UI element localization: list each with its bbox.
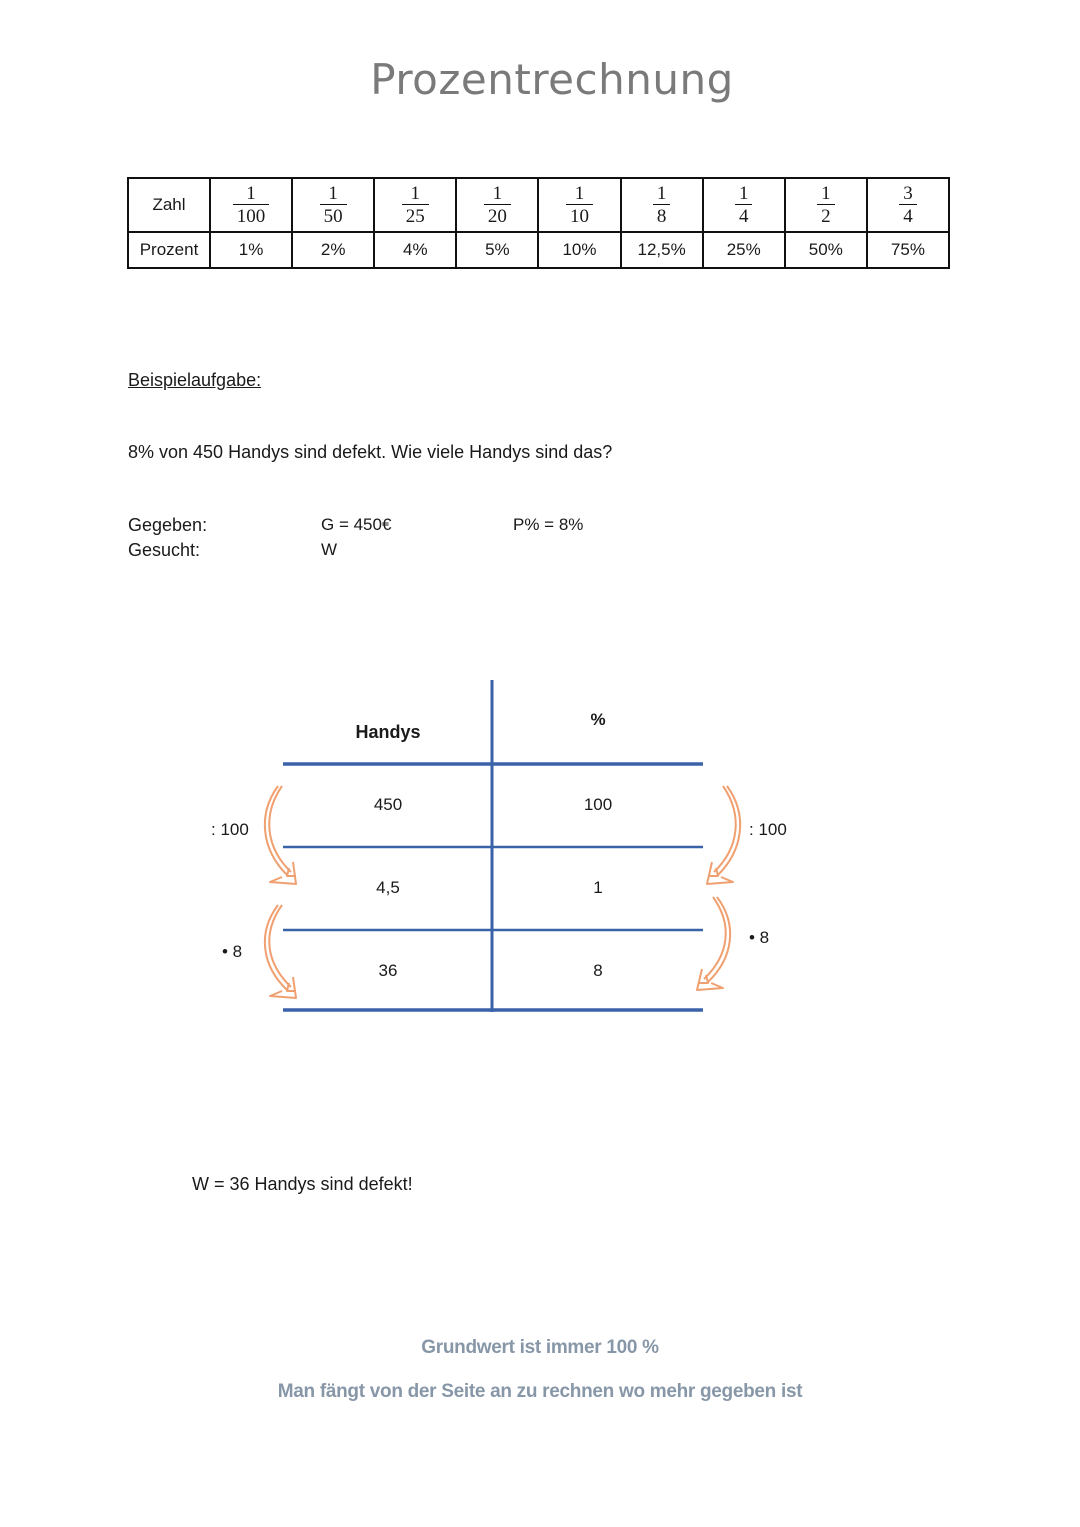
left-operation: • 8 <box>222 942 243 961</box>
left-cell: 4,5 <box>376 878 400 897</box>
percent-cell: 50% <box>785 232 867 268</box>
given-p: P% = 8% <box>513 515 584 534</box>
right-arrow-icon <box>697 897 730 990</box>
fraction-cell: $\frac{1}{50}$ <box>292 178 374 232</box>
fraction-cell: $\frac{1}{100}$ <box>210 178 292 232</box>
percent-cell: 10% <box>538 232 620 268</box>
percent-cell: 5% <box>456 232 538 268</box>
percent-cell: 25% <box>703 232 785 268</box>
left-arrow-icon <box>265 786 296 884</box>
row-label-percent: Prozent <box>128 232 210 268</box>
fraction-cell: $\frac{1}{4}$ <box>703 178 785 232</box>
right-arrow-icon <box>707 786 740 884</box>
right-column-header: % <box>590 710 606 729</box>
percent-cell: 2% <box>292 232 374 268</box>
percent-cell: 75% <box>867 232 949 268</box>
right-operation: • 8 <box>749 928 770 947</box>
fraction-cell: $\frac{1}{20}$ <box>456 178 538 232</box>
sought-label: Gesucht: <box>128 540 201 560</box>
task-text: 8% von 450 Handys sind defekt. Wie viele Handys sind das? <box>128 442 613 462</box>
fraction-cell: $\frac{1}{8}$ <box>621 178 703 232</box>
sought-w: W <box>321 540 338 559</box>
given-g: G = 450€ <box>321 515 392 534</box>
percent-cell: 12,5% <box>621 232 703 268</box>
left-arrow-icon <box>265 905 296 998</box>
right-operation: : 100 <box>749 820 787 839</box>
right-cell: 8 <box>593 961 603 980</box>
page-title: Prozentrechnung <box>370 55 734 104</box>
left-column-header: Handys <box>355 722 421 742</box>
percent-cell: 1% <box>210 232 292 268</box>
left-cell: 450 <box>373 795 403 814</box>
fraction-cell: $\frac{1}{10}$ <box>538 178 620 232</box>
fraction-cell: $\frac{3}{4}$ <box>867 178 949 232</box>
example-heading: Beispielaufgabe: <box>128 370 262 390</box>
percent-cell: 4% <box>374 232 456 268</box>
answer-text: W = 36 Handys sind defekt! <box>192 1174 413 1194</box>
row-label-number: Zahl <box>128 178 210 232</box>
note-line: Grundwert ist immer 100 % <box>421 1337 659 1358</box>
note-line: Man fängt von der Seite an zu rechnen wo mehr gegeben ist <box>277 1381 803 1402</box>
right-cell: 100 <box>583 795 613 814</box>
fraction-cell: $\frac{1}{2}$ <box>785 178 867 232</box>
right-cell: 1 <box>593 878 603 897</box>
left-cell: 36 <box>378 961 398 980</box>
fraction-cell: $\frac{1}{25}$ <box>374 178 456 232</box>
left-operation: : 100 <box>211 820 249 839</box>
given-label: Gegeben: <box>128 515 208 535</box>
